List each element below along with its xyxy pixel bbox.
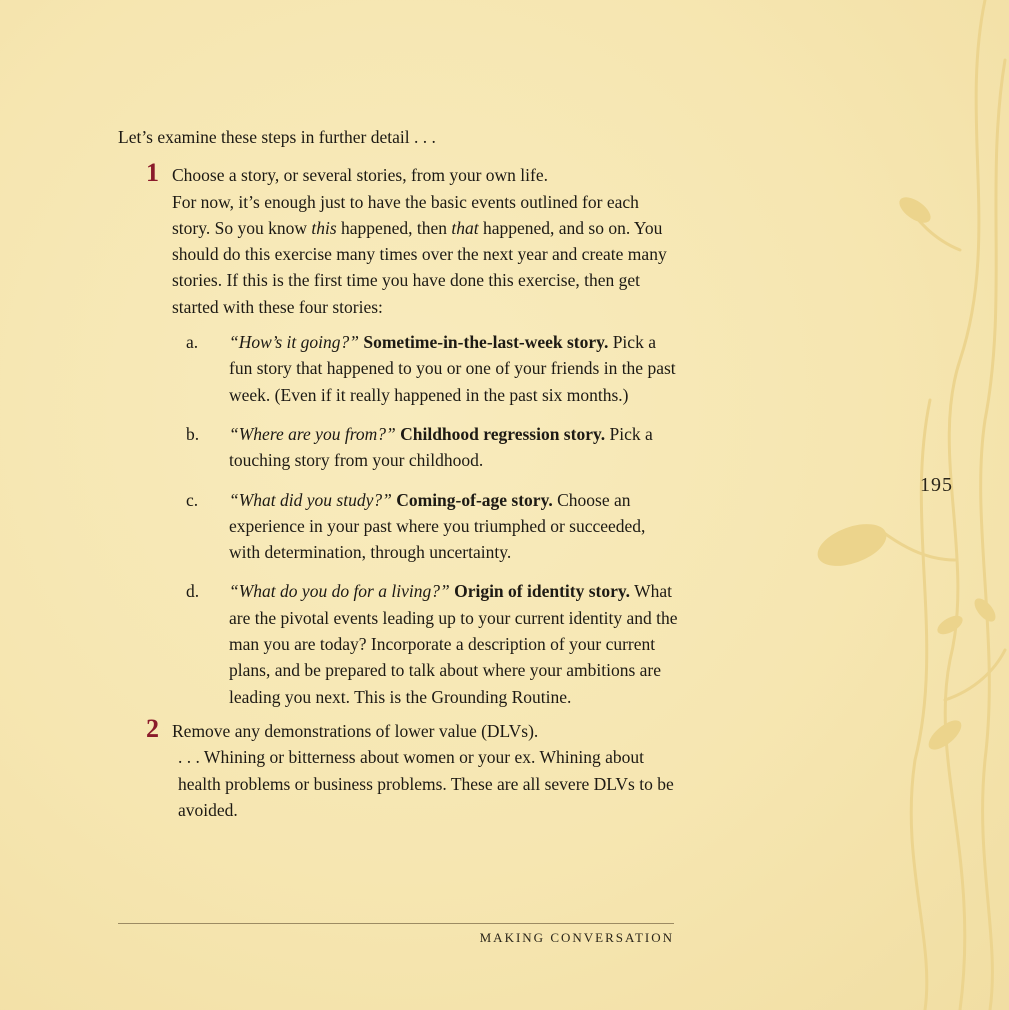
intro-text: Let’s examine these steps in further detail . . . (118, 127, 436, 147)
item-text: “What do you do for a living?” Origin of identity story. What are the pivotal events leading up to your current identity and the man you are today? Incorporate a description of your current plans, and be prepared to talk about where your ambitions are leading you next. This is the Grounding Routine. (229, 581, 678, 707)
step-2 (118, 713, 678, 823)
step-description: . . . Whining or bitterness about women or your ex. Whining about health problems or business problems. These are all severe DLVs to be avoided. (178, 747, 674, 820)
story-item-a (186, 329, 678, 408)
page-number: 195 (920, 474, 953, 496)
step-body: For now, it’s enough just to have the basic events outlined for each story. So you know this happened, then that happened, and so on. You should do this exercise many times over the next year and create many stories. If this is the first time you have done this exercise, then get started with these four stories: (172, 191, 667, 317)
item-letter: a. (186, 332, 199, 353)
item-text: “What did you study?” Coming-of-age story. Choose an experience in your past where you triumphed or succeeded, with determination, through uncertainty. (229, 489, 646, 563)
item-text: “Where are you from?” Childhood regression story. Pick a touching story from your childhood. (229, 423, 653, 471)
footer-divider (118, 923, 674, 924)
story-item-b (186, 421, 678, 474)
step-number: 2 (146, 713, 159, 743)
item-letter: c. (186, 489, 199, 510)
step-heading: Choose a story, or several stories, from your own life. (172, 165, 549, 186)
step-1 (118, 158, 678, 710)
story-list (172, 329, 678, 710)
step-heading: Remove any demonstrations of lower value (DLVs). (172, 720, 539, 741)
item-letter: b. (186, 423, 200, 444)
story-item-d (186, 578, 678, 709)
item-letter: d. (186, 581, 200, 602)
page-body (118, 124, 678, 827)
running-footer: MAKING CONVERSATION (479, 930, 674, 945)
story-item-c (186, 487, 678, 566)
step-number: 1 (146, 158, 159, 188)
item-text: “How’s it going?” Sometime-in-the-last-week story. Pick a fun story that happened to you or one of your friends in the past week. (Even if it really happened in the past six months.) (229, 332, 676, 405)
